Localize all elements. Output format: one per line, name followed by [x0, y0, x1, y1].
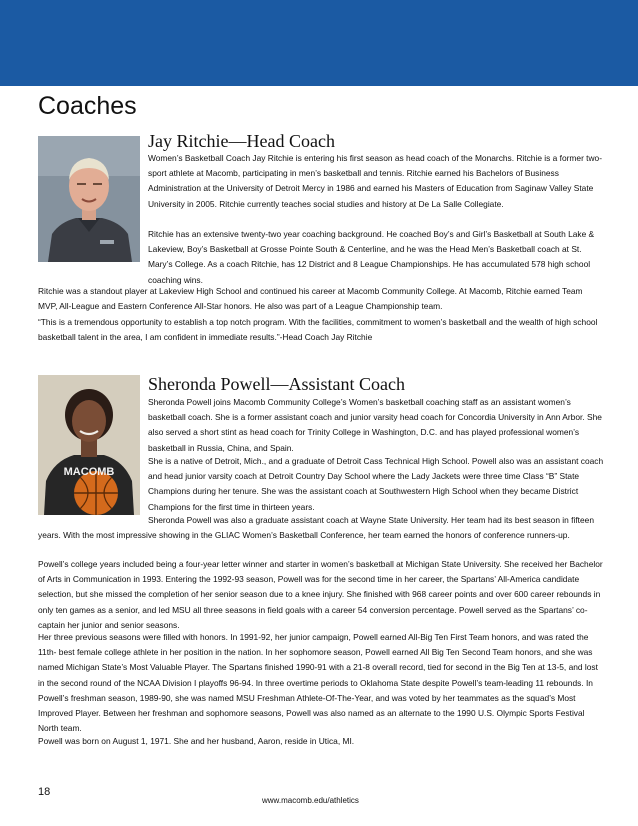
page-number: 18 — [38, 786, 51, 798]
header-banner — [0, 0, 638, 86]
head-coach-name: Jay Ritchie—Head Coach — [148, 131, 335, 151]
assistant-coach-photo — [38, 375, 140, 515]
section-title: Coaches — [38, 92, 137, 120]
assistant-coach-portrait-icon — [38, 375, 140, 515]
head-coach-photo — [38, 136, 140, 262]
assistant-coach-paragraph: Her three previous seasons were filled with honors. In 1991-92, her junior campaign, Powell earned All-Big Ten First Team honors, and was rated the 11th- best female college athlete in her position in the nation. In her sophomore season, Powell earned All Big Ten Second Team honors, and she was named Michigan State’s Most Valuable Player. The Spartans finished 1990-91 with a 21-8 overall record, tied for second in the Big Ten at 13-5, and lost in the second round of the NCAA Division I playoffs 96-94. In three overtime periods to Oklahoma State despite Powell’s team-leading 11 rebounds. In Powell’s freshman season, 1989-90, she was named MSU Freshman Athlete-Of-The-Year, and was voted by her teammates as the squad’s Most Improved Player. Between her freshman and sophomore seasons, Powell was also named as an alternate to the 1990 U.S. Olympic Sports Festival North team. — [38, 632, 598, 734]
shirt-lettering: MACOMB — [63, 466, 115, 478]
assistant-coach-paragraph: Sheronda Powell was also a graduate assistant coach at Wayne State University. Her team had its best season in fifteen years. With the most impressive showing in the GLIAC Women’s Basketball Conference, her team earned the honors of conference runners-up. — [38, 515, 594, 541]
head-coach-paragraph: Ritchie was a standout player at Lakeview High School and continued his career at Macomb Community College. At Macomb, Ritchie earned Team MVP, All-League and Eastern Conference All-Star honors. He also was part of a League Championship team. — [38, 286, 583, 312]
footer-url: www.macomb.edu/athletics — [262, 796, 359, 805]
assistant-coach-paragraph: She is a native of Detroit, Mich., and a graduate of Detroit Cass Technical High School. Powell also was an assistant coach and head junior varsity coach at Detroit Country Day School where the Lady Jackets were three time Class “B” State Champions during her tenure. She was the assistant coach at Southwestern High School when they became District Champions for the first time in thirteen years. — [148, 456, 604, 512]
head-coach-portrait-icon — [38, 136, 140, 262]
head-coach-paragraph: Women’s Basketball Coach Jay Ritchie is entering his first season as head coach of the Monarchs. Ritchie is a former two-sport athlete at Macomb, participating in men’s basketball and tennis. Ritchie earned his Bachelors of Business Administration at the University of Detroit Mercy in 1986 and earned his Masters of Education from Saginaw Valley State University in 2005. Ritchie currently teaches social studies and history at De La Salle Collegiate. — [148, 153, 603, 209]
head-coach-paragraph: Ritchie has an extensive twenty-two year coaching background. He coached Boy’s and Girl’s Basketball at South Lake & Lakeview, Boy’s Basketball at Grosse Pointe South & Centerline, and he was the Head Men’s Basketball coach at St. Mary’s College. As a coach Ritchie, has 12 District and 8 League Championships. He has accumulated 578 high school coaching wins. — [148, 229, 595, 285]
assistant-coach-paragraph: Powell was born on August 1, 1971. She and her husband, Aaron, reside in Utica, MI. — [38, 736, 355, 746]
assistant-coach-paragraph: Sheronda Powell joins Macomb Community College’s Women’s basketball coaching staff as an assistant women’s basketball coach. She is a former assistant coach and junior varsity head coach for Concordia University in Ann Arbor. She also served a short stint as head coach for Trinity College in Washington, D.C. and has played professional women’s basketball in Russia, China, and Spain. — [148, 397, 602, 453]
assistant-coach-name: Sheronda Powell—Assistant Coach — [148, 374, 405, 394]
assistant-coach-paragraph: Powell’s college years included being a four-year letter winner and starter in women’s basketball at Michigan State University. She received her Bachelor of Arts in Communication in 1993. Entering the 1992-93 season, Powell was for the second time in her career, the Spartans’ All-America candidate selection, but she missed the completion of her senior season due to a knee injury. She finished with 968 career points and over 600 career rebounds in only ten games as a senior, and led MSU all three seasons in field goals with a career 54 conversion percentage. Powell served as the Spartans’ co-captain her junior and senior seasons. — [38, 559, 603, 630]
head-coach-quote: “This is a tremendous opportunity to establish a top notch program. With the facilities, commitment to women’s basketball and the wealth of high school basketball talent in the area, I am confident in immediate results.”-Head Coach Jay Ritchie — [38, 317, 598, 343]
